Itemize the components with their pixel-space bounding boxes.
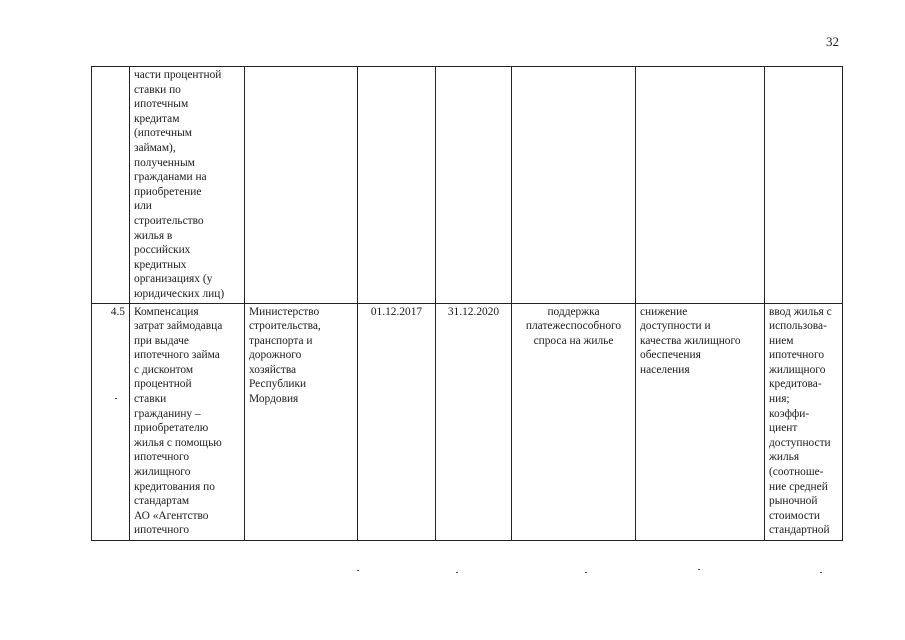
table-row [92,303,843,540]
scan-artifact [115,398,117,399]
end-date: 31.12.2020 [436,303,512,540]
measure-name: части процентной ставки по ипотечным кредитам (ипотечным займам), полученным гражданами на приобретение или строительство жилья в российских кредитных организациях (у юридических лиц) [130,67,245,304]
executor: Министерство строительства, транспорта и дорожного хозяйства Республики Мордовия [245,303,358,540]
scan-artifact [357,570,359,571]
row-number [92,67,130,304]
row-number: 4.5 [92,303,130,540]
measure-name: Компенсация затрат займодавца при выдаче ипотечного займа с дисконтом процентной ставки гражданину – приобретателю жилья с помощью ипотечного жилищного кредитования по стандартам АО «Агентство ипотечного [130,303,245,540]
consequences: снижение доступности и качества жилищного обеспечения населения [636,303,765,540]
end-date [436,67,512,304]
program-measures-table [91,66,843,541]
scan-artifact [820,572,822,573]
table-row [92,67,843,304]
scan-artifact [456,572,458,573]
consequences [636,67,765,304]
target-indicators: ввод жилья с использова- нием ипотечного жилищного кредитова- ния; коэффи- циент доступности жилья (соотноше- ние средней рыночной стоимости стандартной [765,303,843,540]
executor [245,67,358,304]
target-indicators [765,67,843,304]
start-date [358,67,436,304]
scan-artifact [698,569,700,570]
scan-artifact [585,572,587,573]
page-number: 32 [826,34,839,49]
start-date: 01.12.2017 [358,303,436,540]
expected-result [512,67,636,304]
expected-result: поддержка платежеспособного спроса на жилье [512,303,636,540]
